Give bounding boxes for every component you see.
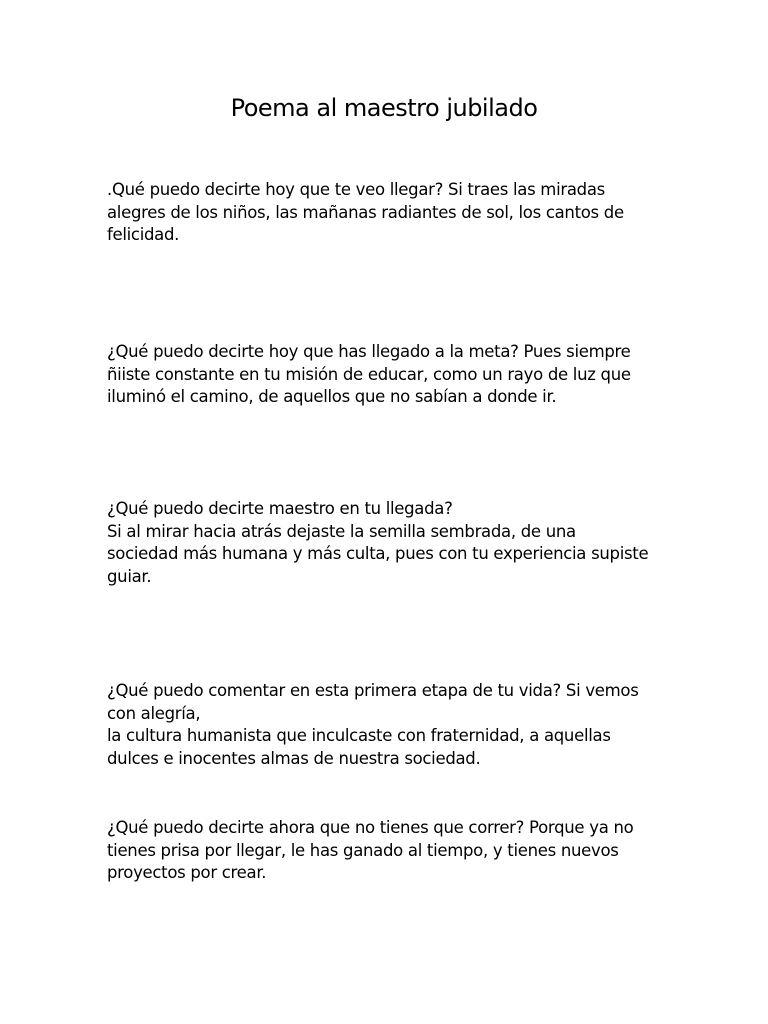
stanza-line: guiar. — [107, 566, 152, 586]
stanza-line: felicidad. — [107, 225, 180, 244]
stanza-line: ¿Qué puedo decirte hoy que has llegado a la meta? Pues siempre — [107, 342, 631, 361]
stanza-2 — [107, 341, 667, 409]
stanza-4 — [107, 680, 667, 770]
stanza-line: tienes prisa por llegar, le has ganado al tiempo, y tienes nuevos — [107, 840, 619, 860]
stanza-3 — [107, 498, 667, 588]
stanza-line: .Qué puedo decirte hoy que te veo llegar? Si traes las miradas — [107, 180, 605, 199]
stanza-5 — [107, 817, 667, 885]
stanza-line: alegres de los niños, las mañanas radiantes de sol, los cantos de — [107, 202, 624, 222]
stanza-1 — [107, 179, 667, 247]
stanza-line: ¿Qué puedo comentar en esta primera etapa de tu vida? Si vemos — [107, 681, 639, 700]
stanza-line: la cultura humanista que inculcaste con fraternidad, a aquellas — [107, 726, 611, 745]
stanza-line: dulces e inocentes almas de nuestra sociedad. — [107, 748, 481, 768]
stanza-line: Si al mirar hacia atrás dejaste la semilla sembrada, de una — [107, 521, 576, 541]
stanza-line: con alegría, — [107, 703, 201, 723]
stanza-line: iluminó el camino, de aquellos que no sabían a donde ir. — [107, 387, 557, 406]
stanza-line: ¿Qué puedo decirte maestro en tu llegada? — [107, 499, 453, 518]
stanza-line: proyectos por crear. — [107, 863, 267, 882]
stanza-line: ¿Qué puedo decirte ahora que no tienes que correr? Porque ya no — [107, 818, 634, 837]
stanza-line: sociedad más humana y más culta, pues con tu experiencia supiste — [107, 544, 649, 563]
poem-title: Poema al maestro jubilado — [230, 94, 538, 122]
stanza-line: ñiiste constante en tu misión de educar, como un rayo de luz que — [107, 364, 631, 384]
